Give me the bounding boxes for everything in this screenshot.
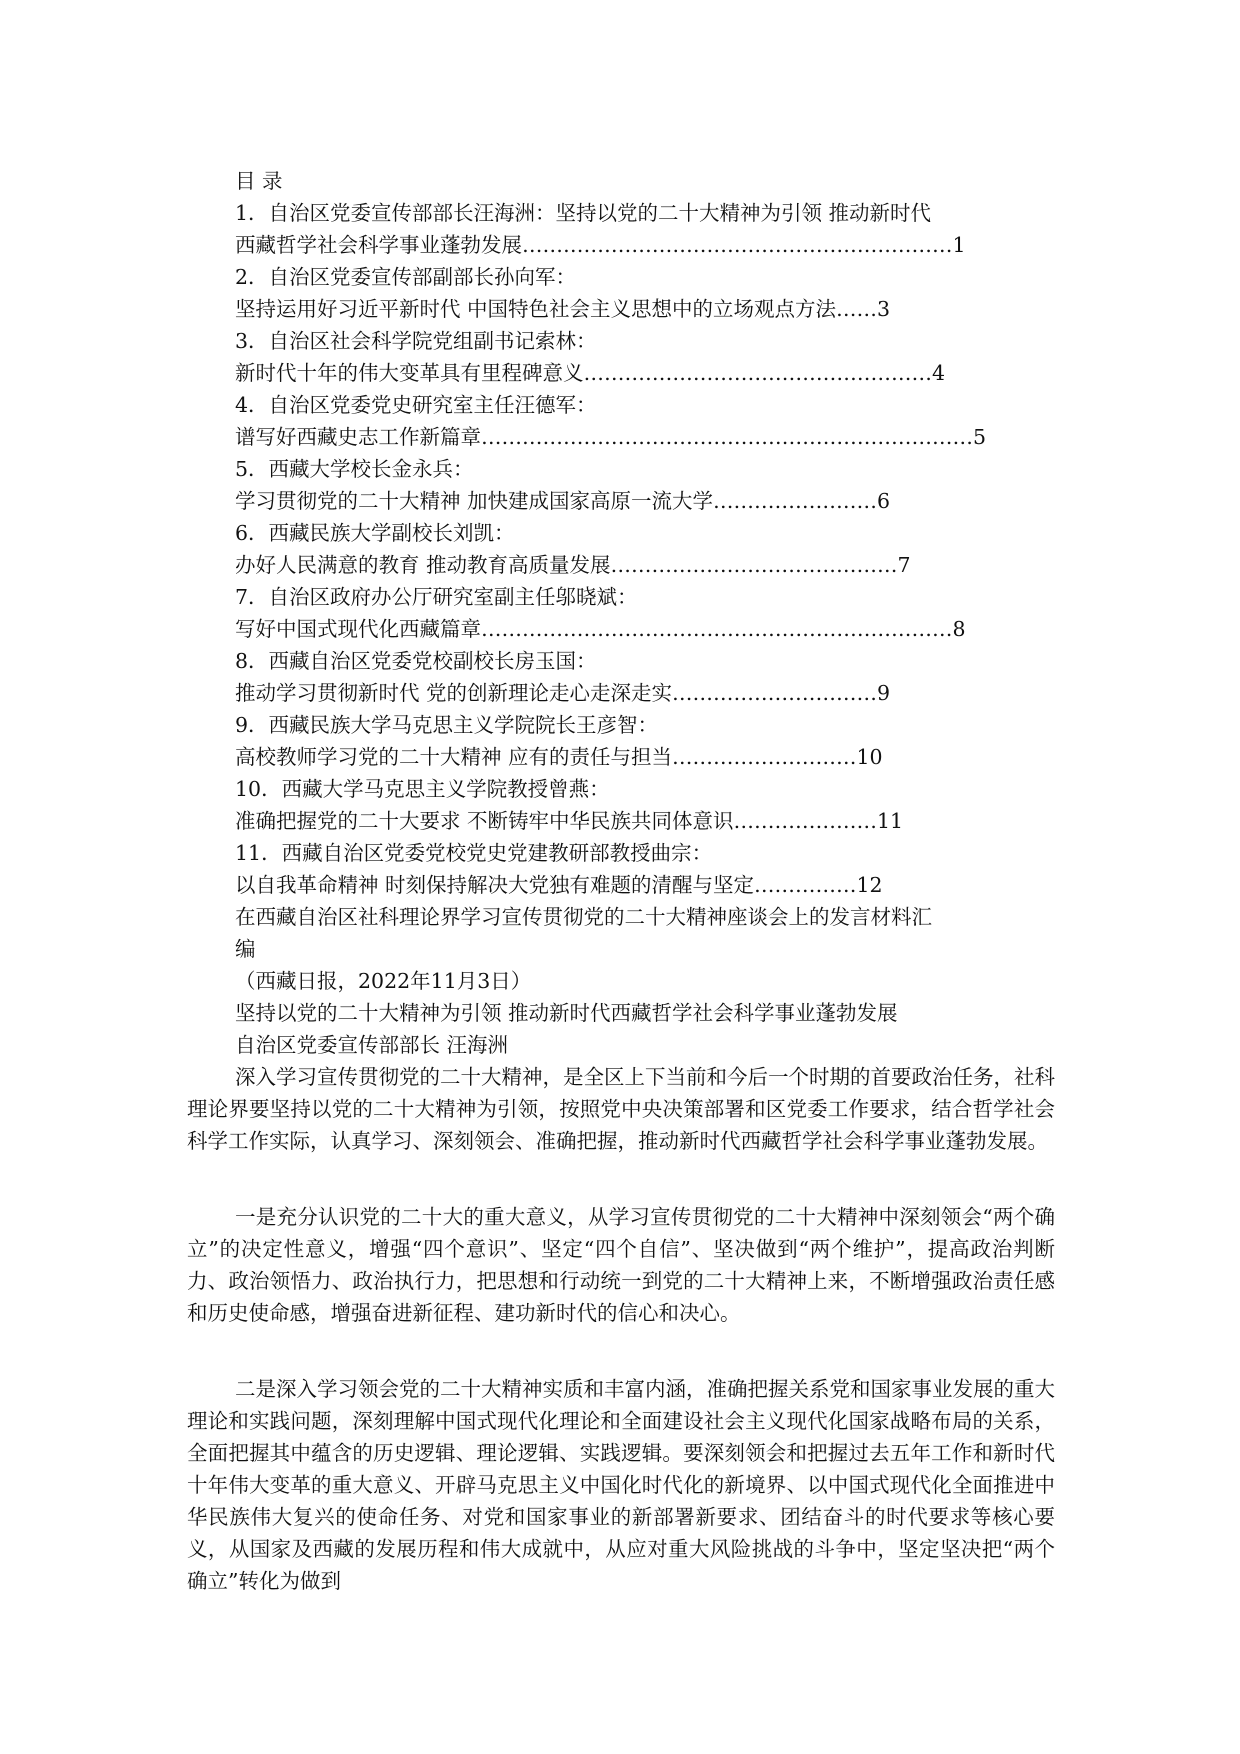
toc-entry-heading: 8．西藏自治区党委党校副校长房玉国： [235, 649, 597, 673]
toc-entry-heading: 4．自治区党委党史研究室主任汪德军： [235, 393, 597, 417]
collection-title-continued: 编 [235, 937, 256, 961]
source-line: （西藏日报，2022年11月3日） [235, 969, 532, 993]
toc-entry-heading: 2．自治区党委宣传部副部长孙向军： [235, 265, 577, 289]
toc-title: 目 录 [235, 169, 283, 193]
toc-entry-title: 高校教师学习党的二十大精神 应有的责任与担当………………………10 [235, 745, 883, 769]
toc-entry-title: 准确把握党的二十大要求 不断铸牢中华民族共同体意识…………………11 [235, 809, 904, 833]
toc-entry-heading: 7．自治区政府办公厅研究室副主任邬晓斌： [235, 585, 638, 609]
toc-entry-heading: 5．西藏大学校长金永兵： [235, 457, 474, 481]
toc-entry-title: 办好人民满意的教育 推动教育高质量发展……………………………………7 [235, 553, 911, 577]
toc-entry-title: 坚持运用好习近平新时代 中国特色社会主义思想中的立场观点方法……3 [235, 297, 891, 321]
toc-entry-heading: 6．西藏民族大学副校长刘凯： [235, 521, 515, 545]
toc-entry-title: 写好中国式现代化西藏篇章……………………………………………………………8 [235, 617, 966, 641]
toc-entry-title: 西藏哲学社会科学事业蓬勃发展………………………………………………………1 [235, 233, 966, 257]
toc-entry-title: 谱写好西藏史志工作新篇章………………………………………………………………5 [235, 425, 987, 449]
toc-entry-title: 以自我革命精神 时刻保持解决大党独有难题的清醒与坚定……………12 [235, 873, 883, 897]
toc-entry-heading: 3．自治区社会科学院党组副书记索林： [235, 329, 597, 353]
body-paragraph: 一是充分认识党的二十大的重大意义，从学习宣传贯彻党的二十大精神中深刻领会“两个确立”的决定性意义，增强“四个意识”、坚定“四个自信”、坚决做到“两个维护”，提高政治判断力、政治领悟力、政治执行力，把思想和行动统一到党的二十大精神上来，不断增强政治责任感和历史使命感，增强奋进新征程、建功新时代的信心和决心。 [187, 1205, 1055, 1325]
article-author: 自治区党委宣传部部长 汪海洲 [235, 1033, 509, 1057]
toc-entry-title: 新时代十年的伟大变革具有里程碑意义……………………………………………4 [235, 361, 946, 385]
body-paragraph: 二是深入学习领会党的二十大精神实质和丰富内涵，准确把握关系党和国家事业发展的重大理论和实践问题，深刻理解中国式现代化理论和全面建设社会主义现代化国家战略布局的关系，全面把握其中蕴含的历史逻辑、理论逻辑、实践逻辑。要深刻领会和把握过去五年工作和新时代十年伟大变革的重大意义、开辟马克思主义中国化时代化的新境界、以中国式现代化全面推进中华民族伟大复兴的使命任务、对党和国家事业的新部署新要求、团结奋斗的时代要求等核心要义，从国家及西藏的发展历程和伟大成就中，从应对重大风险挑战的斗争中，坚定坚决把“两个确立”转化为做到 [187, 1377, 1055, 1593]
collection-title: 在西藏自治区社科理论界学习宣传贯彻党的二十大精神座谈会上的发言材料汇 [235, 905, 932, 929]
article-title: 坚持以党的二十大精神为引领 推动新时代西藏哲学社会科学事业蓬勃发展 [235, 1001, 898, 1025]
body-paragraph: 深入学习宣传贯彻党的二十大精神，是全区上下当前和今后一个时期的首要政治任务，社科理论界要坚持以党的二十大精神为引领，按照党中央决策部署和区党委工作要求，结合哲学社会科学工作实际，认真学习、深刻领会、准确把握，推动新时代西藏哲学社会科学事业蓬勃发展。 [187, 1065, 1055, 1153]
toc-entry-heading: 11．西藏自治区党委党校党史党建教研部教授曲宗： [235, 841, 713, 865]
toc-entry-heading: 10．西藏大学马克思主义学院教授曾燕： [235, 777, 610, 801]
toc-entry-heading: 1．自治区党委宣传部部长汪海洲：坚持以党的二十大精神为引领 推动新时代 [235, 201, 932, 225]
toc-entry-heading: 9．西藏民族大学马克思主义学院院长王彦智： [235, 713, 659, 737]
toc-entry-title: 推动学习贯彻新时代 党的创新理论走心走深走实…………………………9 [235, 681, 891, 705]
toc-entry-title: 学习贯彻党的二十大精神 加快建成国家高原一流大学……………………6 [235, 489, 891, 513]
